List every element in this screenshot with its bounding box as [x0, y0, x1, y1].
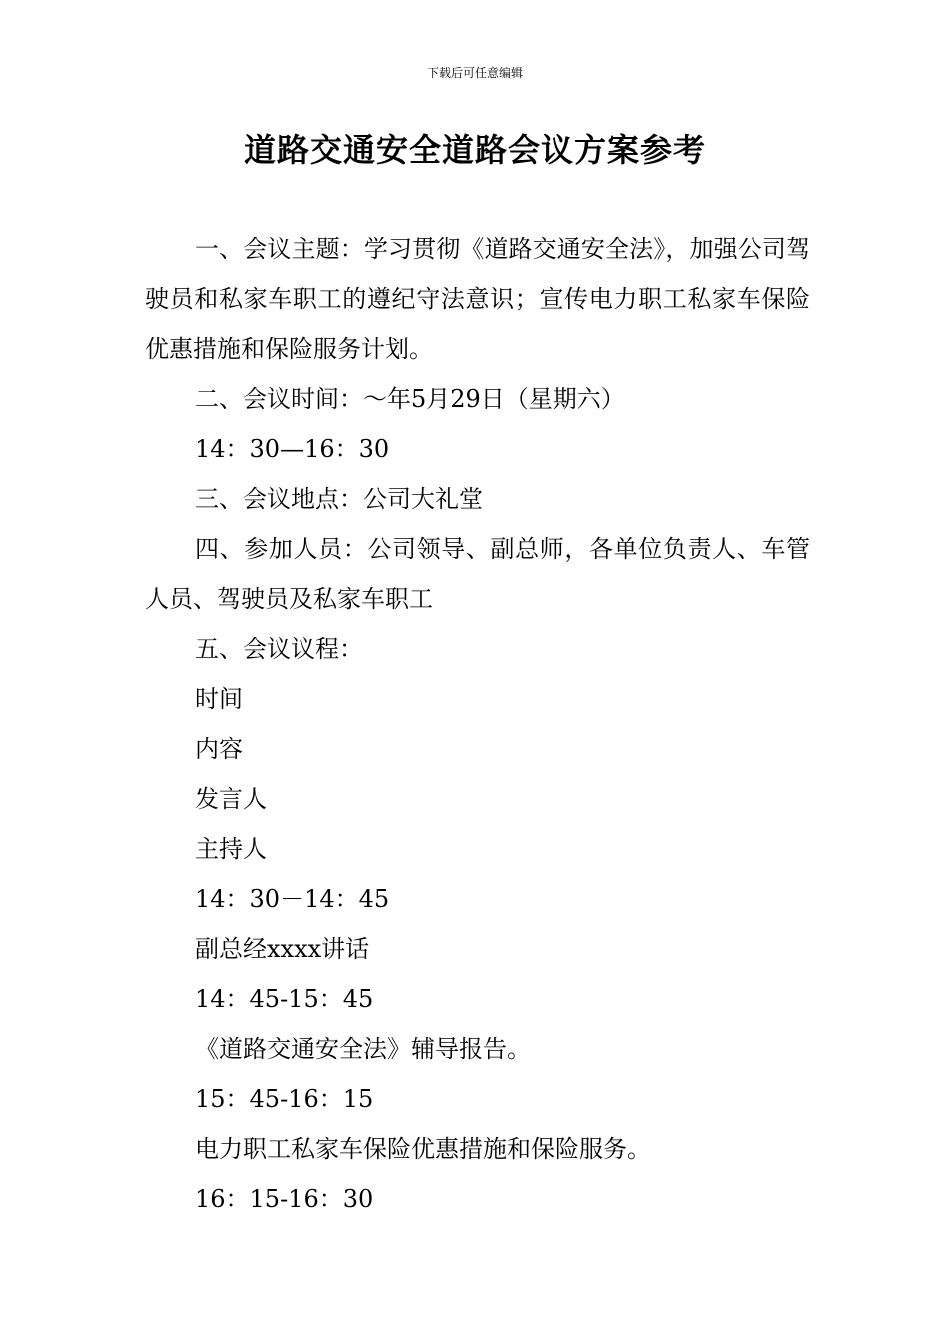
agenda-header-host: 主持人: [195, 835, 267, 863]
paragraph-meeting-theme: 一、会议主题：学习贯彻《道路交通安全法》，加强公司驾驶员和私家车职工的遵纪守法意识；宣传电力职工私家车保险优惠措施和保险服务计划。: [145, 235, 810, 363]
agenda-item-time: 16：15-16：30: [195, 1185, 374, 1213]
agenda-item-content: 副总经xxxx讲话: [195, 935, 370, 963]
agenda-item-time: 15：45-16：15: [195, 1085, 374, 1113]
paragraph-attendees: 四、参加人员：公司领导、副总师，各单位负责人、车管人员、驾驶员及私家车职工: [145, 535, 810, 613]
paragraph-meeting-location: 三、会议地点：公司大礼堂: [195, 485, 483, 513]
agenda-header-time: 时间: [195, 685, 243, 713]
agenda-item-time: 14：30－14：45: [195, 885, 390, 913]
agenda-item-content: 电力职工私家车保险优惠措施和保险服务。: [195, 1135, 651, 1163]
agenda-header-speaker: 发言人: [195, 785, 267, 813]
agenda-item-content: 《道路交通安全法》辅导报告。: [195, 1035, 531, 1063]
header-note: 下载后可任意编辑: [426, 66, 523, 80]
agenda-header-content: 内容: [195, 735, 243, 763]
agenda-item-time: 14：45-15：45: [195, 985, 374, 1013]
paragraph-agenda-heading: 五、会议议程：: [195, 635, 363, 663]
document-body: [145, 224, 810, 1224]
paragraph-meeting-time: 二、会议时间：～年5月29日（星期六）: [195, 385, 625, 413]
document-title: 道路交通安全道路会议方案参考: [243, 131, 706, 169]
paragraph-time-range: 14：30—16：30: [195, 435, 390, 463]
